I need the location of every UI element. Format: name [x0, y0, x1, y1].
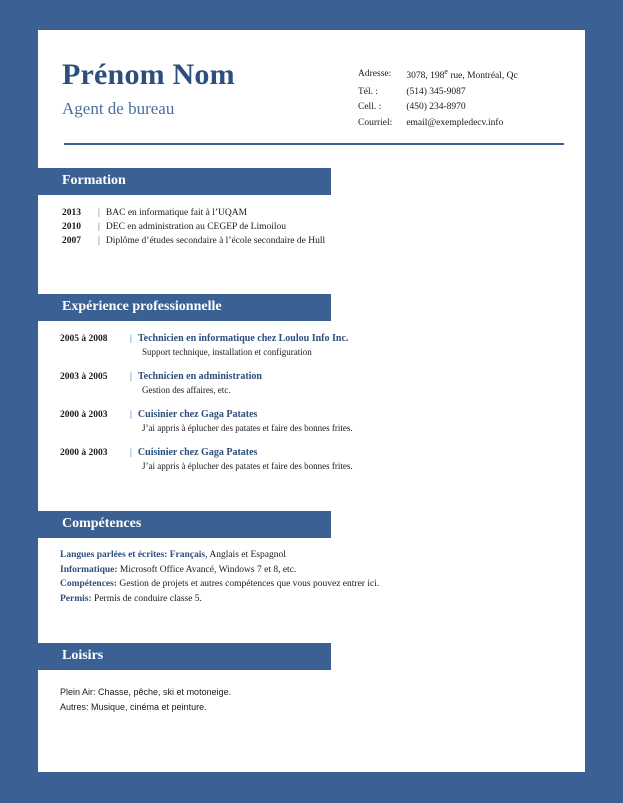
experience-separator: |: [130, 448, 132, 458]
section-title-competences: Compétences: [62, 516, 142, 531]
contact-label-cell: Cell. :: [358, 102, 382, 113]
education-text: BAC en informatique fait à l’UQAM: [105, 208, 248, 218]
experience-item: [60, 408, 353, 435]
contact-label-tel: Tél. :: [358, 86, 379, 97]
section-body-formation: [42, 206, 325, 248]
education-row: [62, 206, 325, 220]
education-text: DEC en administration au CEGEP de Limoilou: [105, 222, 287, 232]
experience-separator: |: [130, 410, 132, 420]
education-separator: |: [98, 208, 100, 218]
section-body-experience: [42, 332, 353, 484]
contact-value-cell: (450) 234-8970: [406, 102, 466, 113]
skill-value: Permis de conduire classe 5.: [91, 593, 202, 604]
experience-separator: |: [130, 334, 132, 344]
education-text: Diplôme d’études secondaire à l’école secondaire de Hull: [105, 236, 326, 246]
skill-value: Microsoft Office Avancé, Windows 7 et 8, etc.: [117, 564, 297, 575]
education-row: [62, 220, 325, 234]
skill-key: Informatique:: [60, 564, 118, 575]
experience-description: Support technique, installation et configuration: [142, 347, 312, 357]
education-row: [62, 234, 325, 248]
contact-value-adresse-suffix: rue, Montréal, Qc: [447, 71, 518, 82]
experience-description: J’ai appris à éplucher des patates et faire des bonnes frites.: [142, 461, 353, 471]
contact-value-adresse: [406, 68, 517, 88]
education-separator: |: [98, 222, 100, 232]
contact-table: [358, 68, 518, 134]
skill-value: Gestion de projets et autres compétences que vous pouvez entrer ici.: [116, 579, 380, 589]
experience-heading: [60, 370, 353, 384]
experience-period: 2005 à 2008: [60, 334, 108, 344]
page-title: Prénom Nom: [62, 58, 235, 91]
section-title-loisirs: Loisirs: [62, 648, 104, 663]
experience-title: Cuisinier chez Gaga Patates: [137, 447, 258, 458]
contact-block: [358, 68, 518, 134]
experience-item: [60, 370, 353, 397]
section-body-loisirs: [42, 685, 231, 715]
education-year: 2007: [62, 236, 81, 246]
experience-heading: [60, 446, 353, 460]
skill-row: [60, 563, 379, 578]
contact-row-tel: [358, 88, 518, 104]
contact-value-tel: (514) 345-9087: [406, 86, 466, 97]
section-title-experience: Expérience professionnelle: [62, 299, 222, 314]
skill-key: Compétences:: [60, 579, 117, 589]
identity-block: [62, 58, 235, 119]
job-title: Agent de bureau: [62, 99, 175, 118]
skill-key: Langues parlées et écrites: Français: [60, 550, 206, 560]
section-title-formation: Formation: [62, 173, 126, 188]
resume-header: [42, 30, 585, 155]
section-header-competences: [38, 511, 331, 538]
contact-row-courriel: [358, 119, 518, 135]
skill-row: [60, 592, 379, 607]
header-divider: [64, 143, 564, 145]
contact-label-courriel: Courriel:: [358, 117, 393, 128]
section-header-experience: [38, 294, 331, 321]
experience-description: Gestion des affaires, etc.: [142, 385, 231, 395]
experience-item: [60, 332, 353, 359]
section-header-loisirs: [38, 643, 331, 670]
section-header-formation: [38, 168, 331, 195]
experience-title: Cuisinier chez Gaga Patates: [137, 409, 258, 420]
contact-row-adresse: [358, 68, 518, 88]
contact-value-courriel[interactable]: email@exempledecv.info: [406, 117, 504, 128]
experience-description: J’ai appris à éplucher des patates et faire des bonnes frites.: [142, 423, 353, 433]
hobby-row: Plein Air: Chasse, pêche, ski et motoneige.: [60, 687, 232, 697]
resume-page: [38, 30, 585, 772]
contact-value-adresse-prefix: 3078, 198: [406, 71, 445, 82]
education-year: 2013: [62, 208, 81, 218]
experience-separator: |: [130, 372, 132, 382]
experience-title: Technicien en administration: [137, 371, 262, 382]
experience-period: 2003 à 2005: [60, 372, 108, 382]
experience-title: Technicien en informatique chez Loulou Info Inc.: [137, 333, 349, 344]
experience-heading: [60, 332, 353, 346]
skill-key: Permis:: [60, 593, 92, 604]
skill-row: [60, 577, 379, 592]
section-body-competences: [42, 548, 379, 606]
skill-value: , Anglais et Espagnol: [205, 550, 286, 560]
experience-period: 2000 à 2003: [60, 448, 108, 458]
experience-period: 2000 à 2003: [60, 410, 108, 420]
education-separator: |: [98, 236, 100, 246]
education-year: 2010: [62, 222, 81, 232]
experience-heading: [60, 408, 353, 422]
contact-value-adresse-sup: e: [444, 67, 448, 76]
contact-row-cell: [358, 103, 518, 119]
skill-row: [60, 548, 379, 563]
contact-label-adresse: Adresse:: [358, 69, 392, 80]
hobby-row: Autres: Musique, cinéma et peinture.: [60, 702, 207, 712]
experience-item: [60, 446, 353, 473]
